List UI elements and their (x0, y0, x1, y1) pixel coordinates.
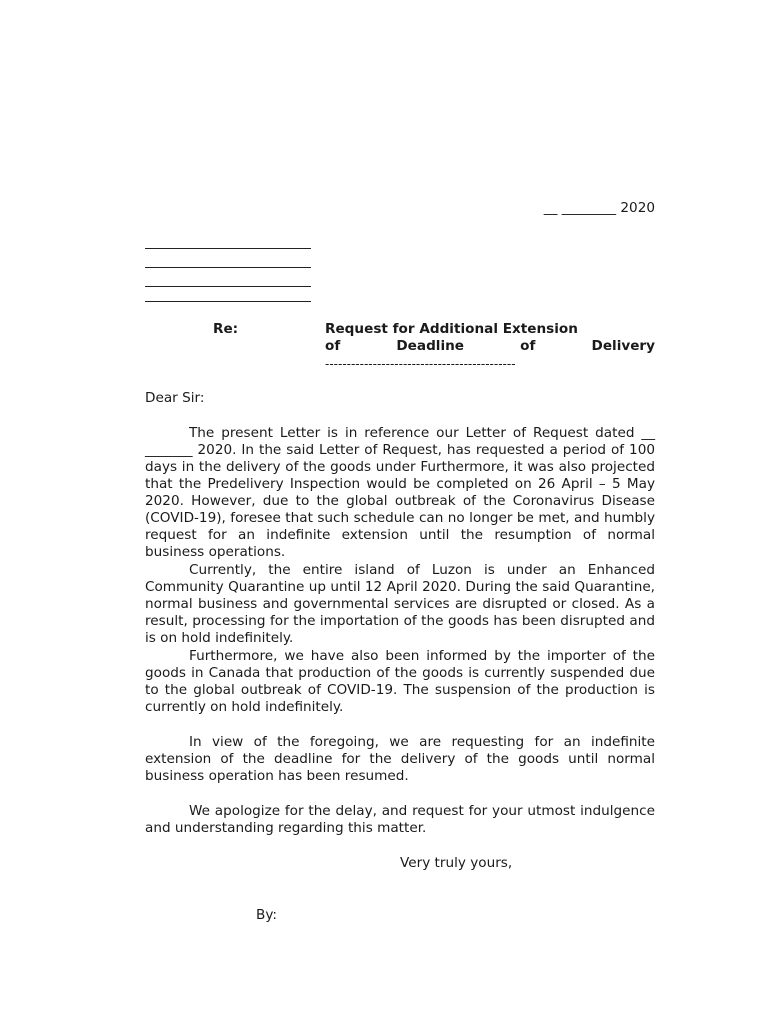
body-paragraph-2: Currently, the entire island of Luzon is under an Enhanced Community Quarantine up until 12 April 2020. During the said Quarantine, normal business and governmental services are disrupted or closed. As a result, processing for the importation of the goods has been disrupted and is on hold indefinitely. (145, 562, 655, 646)
body-paragraph-3: Furthermore, we have also been informed by the importer of the goods in Canada that production of the goods is currently suspended due to the global outbreak of COVID-19. The suspension of the production is currently on hold indefinitely. (145, 648, 655, 715)
subject-dashes: -------------------------------------------- (325, 357, 516, 371)
body-paragraph-5: We apologize for the delay, and request for your utmost indulgence and understanding regarding this matter. (145, 803, 655, 836)
subject-line-2 (325, 338, 655, 355)
closing: Very truly yours, (400, 855, 513, 871)
re-label: Re: (213, 321, 239, 337)
subject-block (325, 321, 655, 373)
body-paragraph-4: In view of the foregoing, we are requesting for an indefinite extension of the deadline for the delivery of the goods until normal business operation has been resumed. (145, 734, 655, 784)
subject-word: Delivery (591, 338, 655, 354)
body-paragraph-1: The present Letter is in reference our Letter of Request dated __ _______ 2020. In the said Letter of Request, has requested a period of 100 days in the delivery of the goods under Furthermore, it was also projected that the Predelivery Inspection would be completed on 26 April – 5 May 2020. However, due to the global outbreak of the Coronavirus Disease (COVID-19), foresee that such schedule can no longer be met, and humbly request for an indefinite extension until the resumption of normal business operations. (145, 425, 655, 560)
subject-word: of (325, 338, 341, 354)
subject-line-1: Request for Additional Extension (325, 321, 578, 337)
address-blank-line (145, 248, 311, 249)
address-blank-line (145, 301, 311, 302)
address-blank-line (145, 267, 311, 268)
salutation: Dear Sir: (145, 390, 205, 406)
letter-date: __ ________ 2020 (543, 200, 655, 216)
subject-word: of (520, 338, 536, 354)
by-label: By: (256, 907, 277, 923)
subject-word: Deadline (396, 338, 465, 354)
address-blank-line (145, 286, 311, 287)
